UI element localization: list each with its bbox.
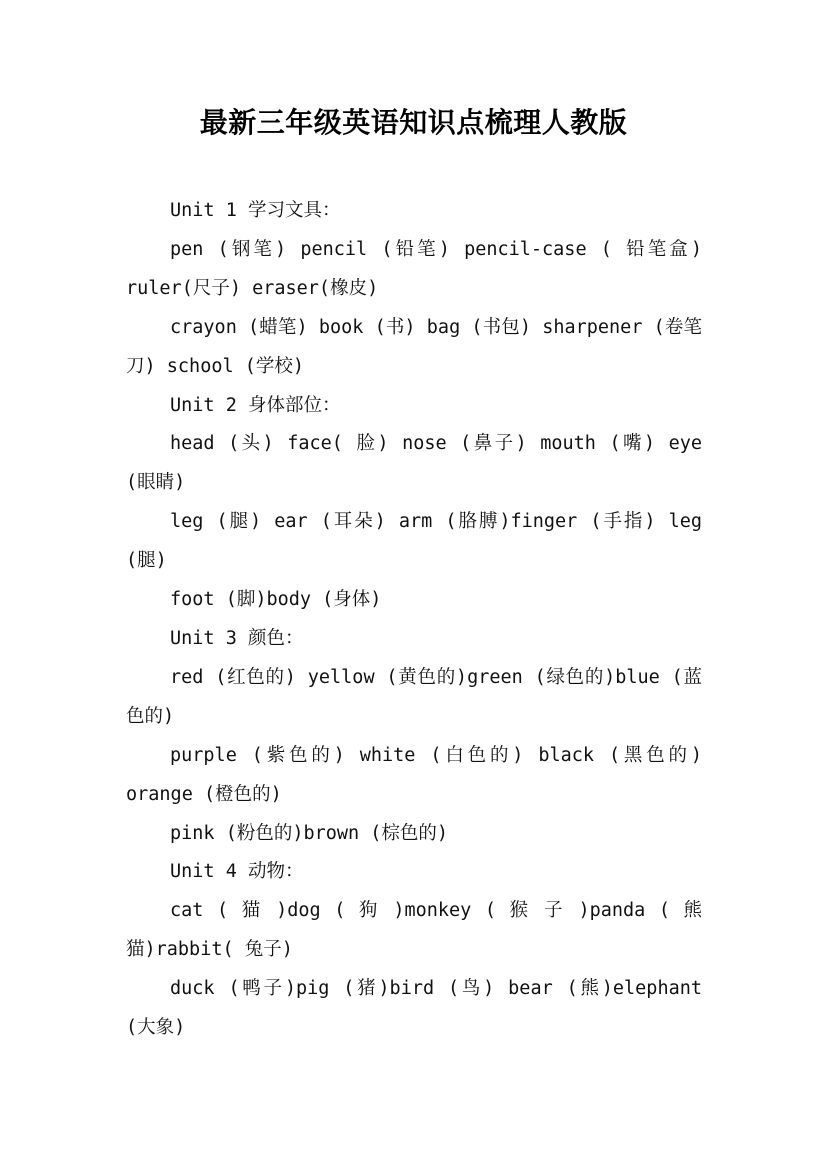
unit-1-heading: Unit 1 学习文具：	[170, 200, 341, 221]
vocab-paragraph: duck (鸭子)pig (猪)bird (鸟) bear (熊)elephant (大象)	[126, 978, 702, 1039]
unit-3-heading: Unit 3 颜色：	[170, 627, 304, 649]
unit-4-heading: Unit 4 动物：	[170, 861, 304, 883]
vocab-paragraph: pen (钢笔) pencil (铅笔) pencil-case ( 铅笔盒) ruler(尺子) eraser(橡皮)	[126, 238, 702, 299]
vocab-paragraph: red (红色的) yellow (黄色的)green (绿色的)blue (蓝色的)	[126, 666, 702, 727]
vocab-paragraph: leg (腿) ear (耳朵) arm (胳膊)finger (手指) leg (腿)	[126, 511, 702, 572]
vocab-paragraph: crayon (蜡笔) book (书) bag (书包) sharpener (卷笔刀) school (学校)	[126, 316, 702, 377]
unit-2-heading: Unit 2 身体部位：	[170, 394, 341, 416]
vocab-paragraph: purple (紫色的) white (白色的) black (黑色的) orange (橙色的)	[126, 744, 702, 805]
vocab-paragraph: head (头) face( 脸) nose (鼻子) mouth (嘴) eye (眼睛)	[126, 433, 702, 494]
vocab-paragraph: cat ( 猫 )dog ( 狗 )monkey ( 猴 子 )panda ( 熊猫)rabbit( 兔子)	[126, 900, 702, 961]
vocab-paragraph: foot (脚)body (身体)	[170, 589, 382, 611]
vocab-paragraph: pink (粉色的)brown (棕色的)	[170, 822, 449, 844]
document-body	[126, 192, 702, 1048]
document-title: 最新三年级英语知识点梳理人教版	[199, 106, 628, 139]
